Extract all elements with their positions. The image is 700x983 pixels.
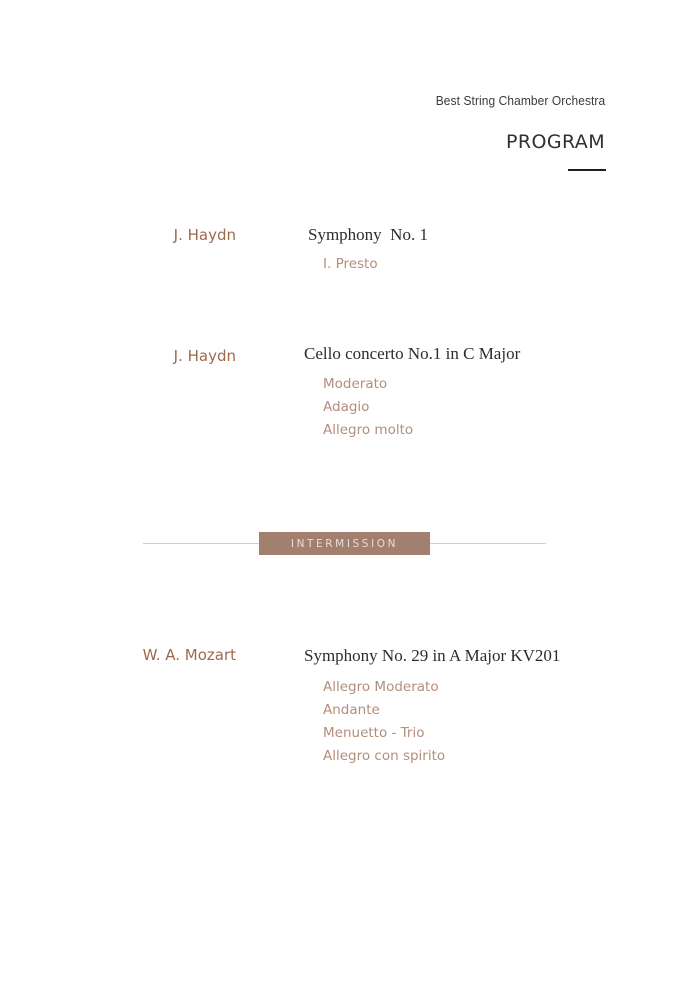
movement-item: Moderato (323, 376, 388, 392)
movement-item: Allegro con spirito (323, 748, 446, 764)
intermission-badge: INTERMISSION (259, 532, 430, 555)
title-underline (568, 169, 606, 171)
composer-name: J. Haydn (173, 347, 236, 365)
divider-line-right (430, 543, 546, 544)
movement-list (323, 253, 378, 276)
movement-list (323, 373, 413, 442)
orchestra-name: Best String Chamber Orchestra (435, 93, 605, 108)
movement-list (323, 676, 445, 768)
composer-name: W. A. Mozart (142, 646, 236, 664)
work-title: Symphony No. 29 in A Major KV201 (304, 646, 561, 665)
movement-item: Menuetto - Trio (323, 725, 425, 741)
page-title: PROGRAM (506, 131, 605, 153)
work-title: Cello concerto No.1 in C Major (304, 344, 521, 363)
movement-item: Allegro Moderato (323, 679, 439, 695)
movement-item: Allegro molto (323, 422, 414, 438)
work-title: Symphony No. 1 (308, 225, 428, 244)
movement-item: Andante (323, 702, 380, 718)
divider-line-left (143, 543, 259, 544)
composer-name: J. Haydn (173, 226, 236, 244)
movement-item: I. Presto (323, 256, 378, 272)
movement-item: Adagio (323, 399, 370, 415)
